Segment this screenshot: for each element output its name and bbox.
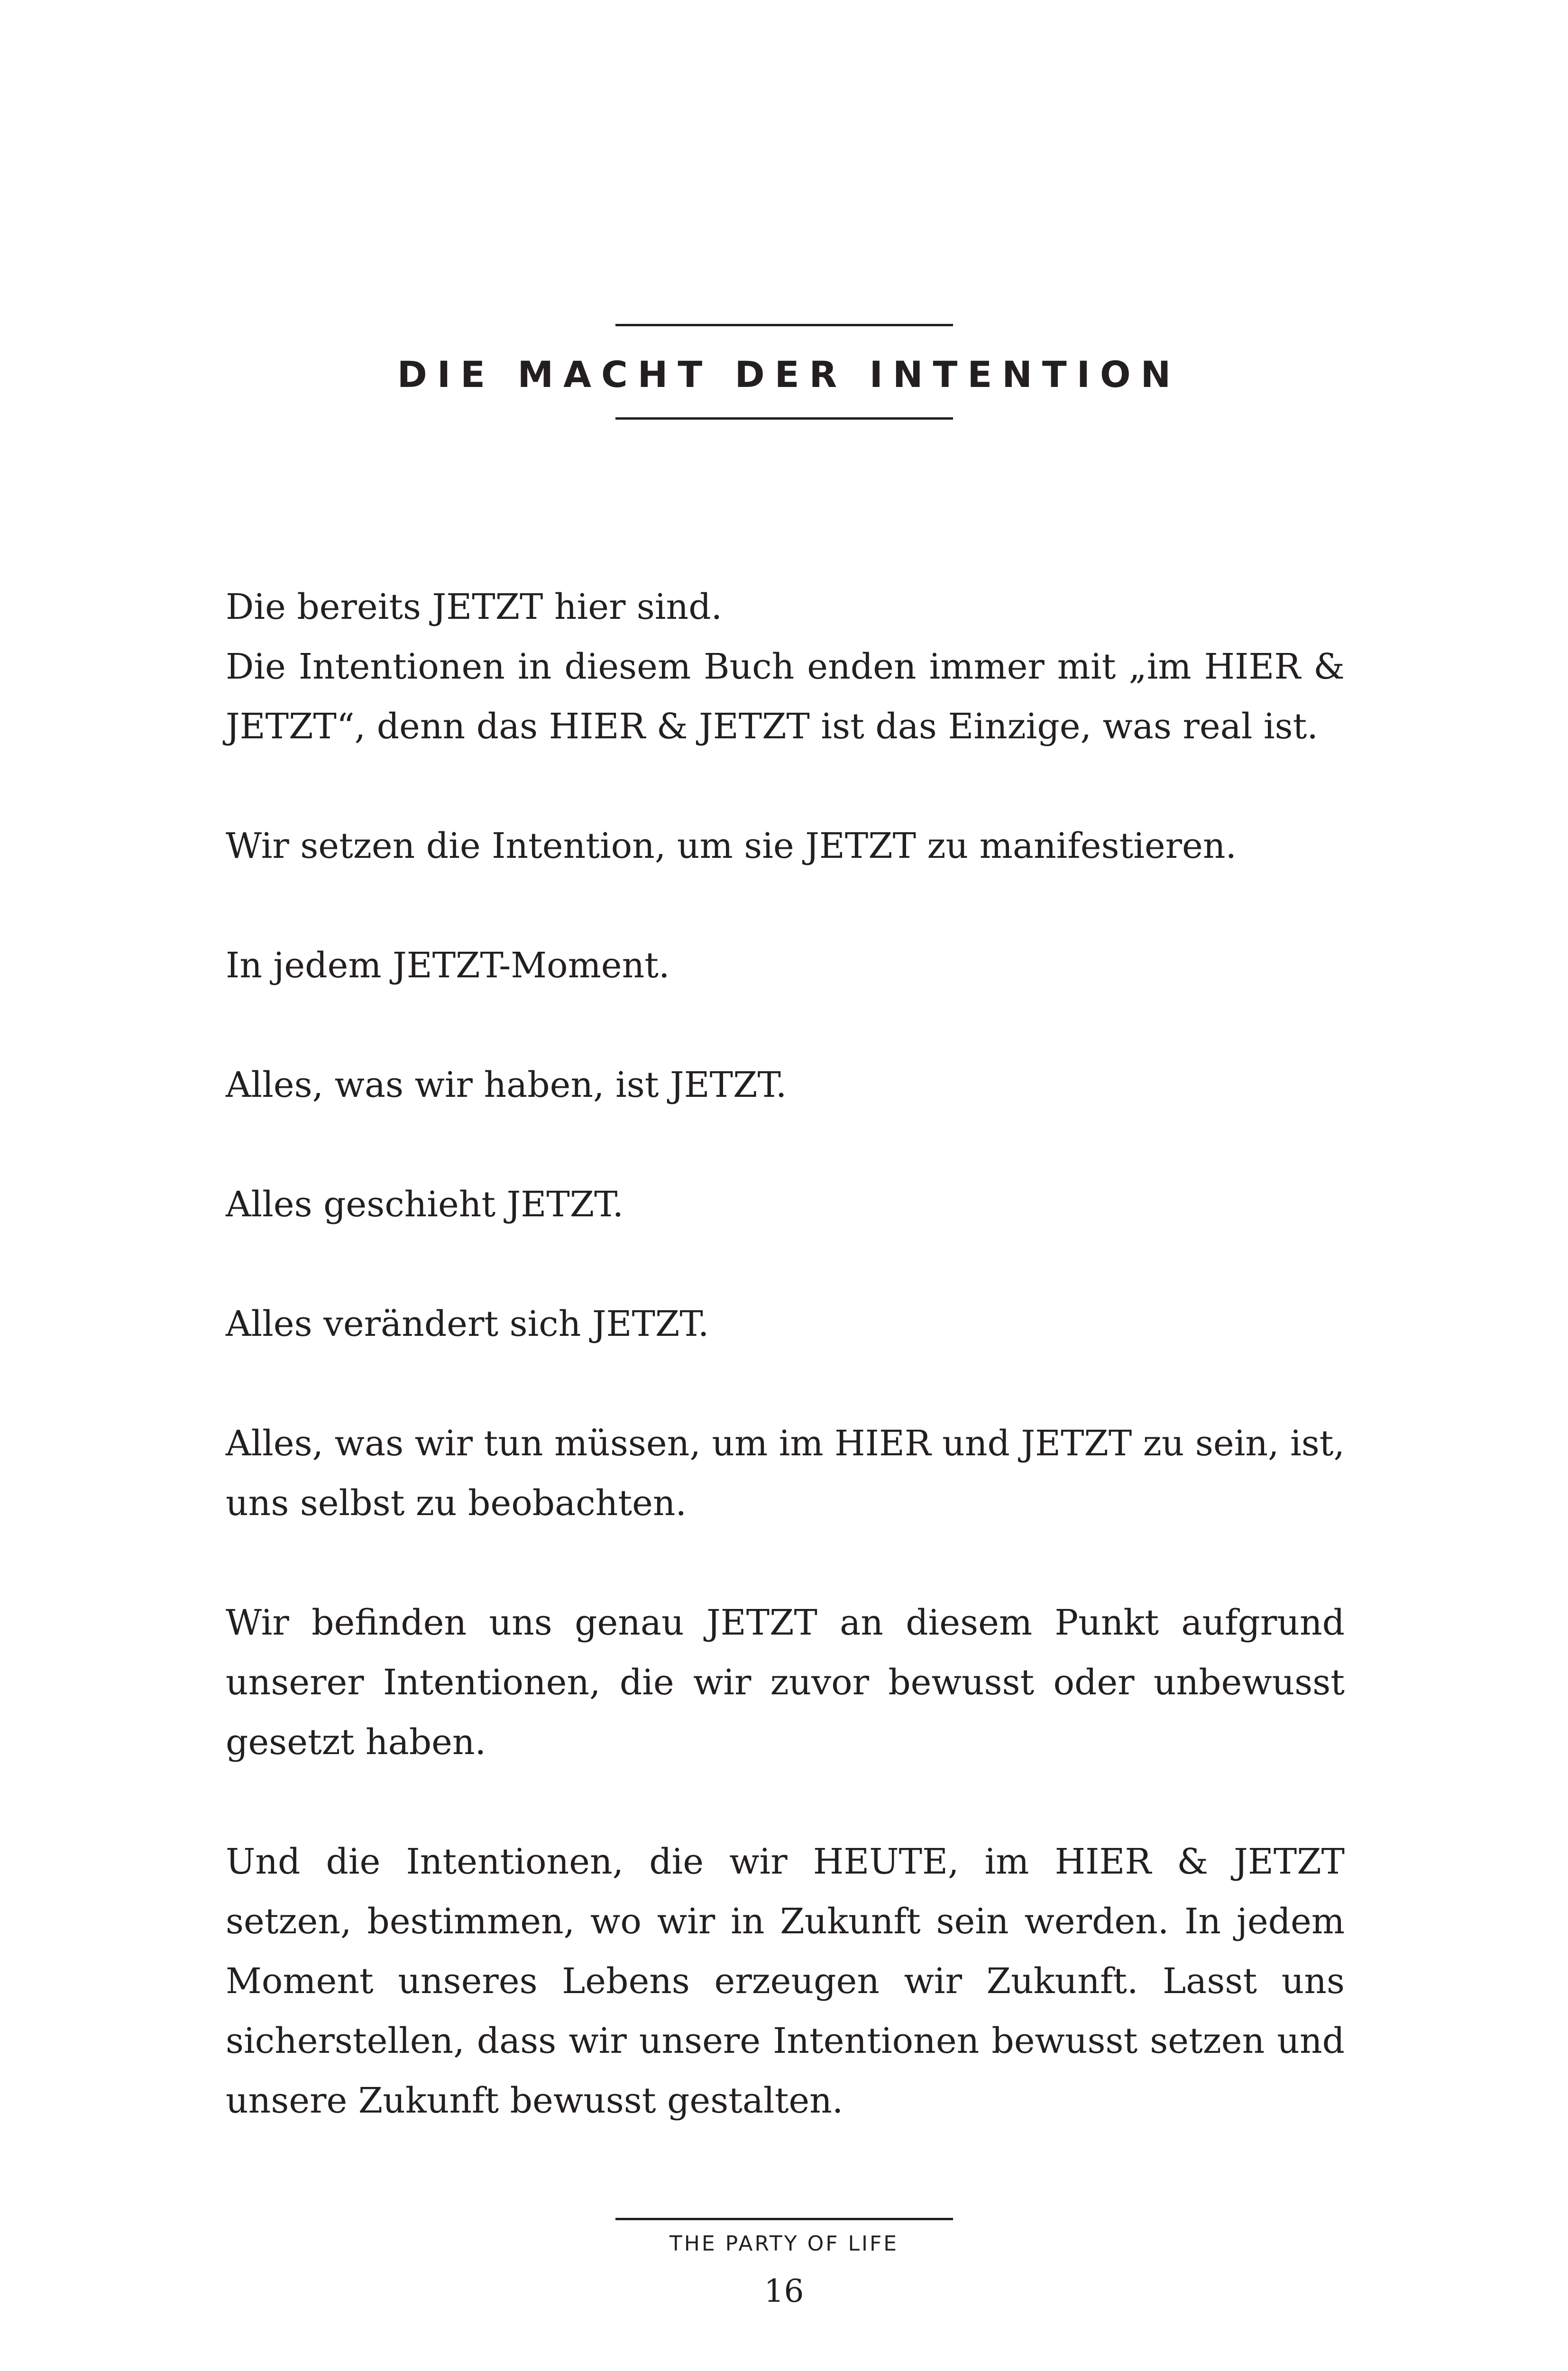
paragraph: Die Intentionen in diesem Buch enden immer mit „im HIER & JETZT“, denn das HIER & JETZT ist das Einzige, was real ist. [226,646,1345,747]
title-rule-bottom [615,417,953,420]
page-number: 16 [764,2273,804,2309]
chapter-title: DIE MACHT DER INTENTION [397,353,1181,395]
paragraph: Alles geschieht JETZT. [226,1184,624,1225]
running-footer-title: THE PARTY OF LIFE [669,2232,899,2256]
paragraph: Alles verändert sich JETZT. [226,1304,709,1344]
paragraph: Alles, was wir haben, ist JETZT. [226,1065,787,1105]
footer-rule [615,2218,953,2220]
title-rule-top [615,324,953,326]
paragraph: Wir befinden uns genau JETZT an diesem Punkt aufgrund unserer Intentionen, die wir zuvor bewusst oder unbewusst gesetzt haben. [226,1602,1345,1763]
paragraph: Wir setzen die Intention, um sie JETZT zu manifestieren. [226,826,1237,866]
paragraph: Die bereits JETZT hier sind. [226,587,723,627]
paragraph: In jedem JETZT-Moment. [226,945,670,986]
body-text [226,577,1345,2190]
paragraph: Und die Intentionen, die wir HEUTE, im HIER & JETZT setzen, bestimmen, wo wir in Zukunft sein werden. In jedem Moment unseres Lebens erzeugen wir Zukunft. Lasst uns sicherstellen, dass wir unsere Intentionen bewusst setzen und unsere Zukunft bewusst gestalten. [226,1841,1345,2121]
paragraph: Alles, was wir tun müssen, um im HIER und JETZT zu sein, ist, uns selbst zu beobachten. [226,1423,1345,1524]
